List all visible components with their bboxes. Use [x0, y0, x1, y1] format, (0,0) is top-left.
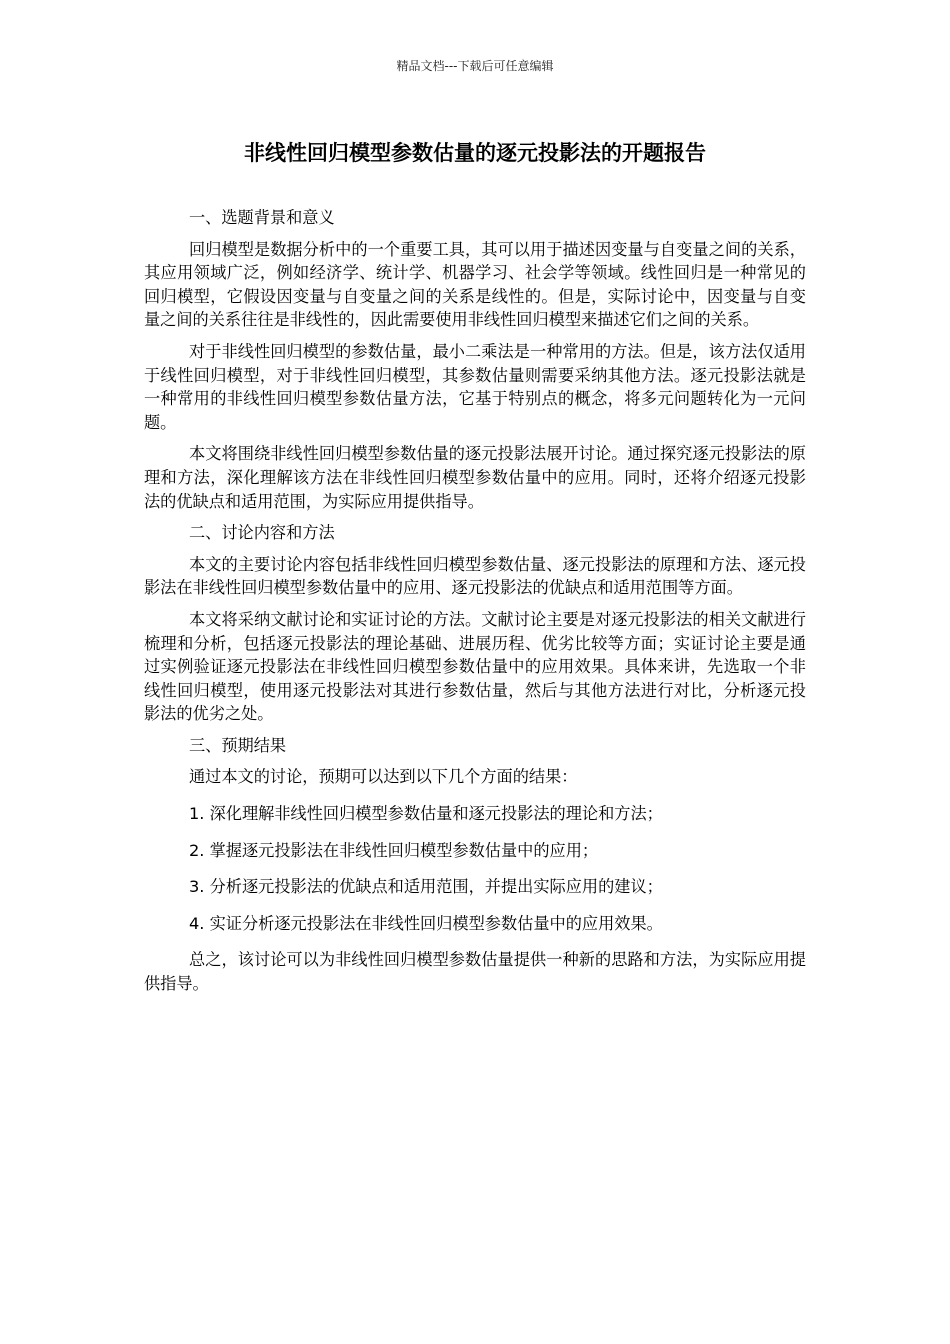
list-item: 2. 掌握逐元投影法在非线性回归模型参数估量中的应用；: [189, 840, 599, 860]
list-item: 4. 实证分析逐元投影法在非线性回归模型参数估量中的应用效果。: [189, 913, 663, 933]
paragraph: 对于非线性回归模型的参数估量，最小二乘法是一种常用的方法。但是，该方法仅适用于线性回归模型，对于非线性回归模型，其参数估量则需要采纳其他方法。逐元投影法就是一种常用的非线性回归模型参数估量方法，它基于特别点的概念，将多元问题转化为一元问题。: [144, 341, 806, 432]
list-item: 3. 分析逐元投影法的优缺点和适用范围，并提出实际应用的建议；: [189, 877, 663, 897]
conclusion-paragraph: 总之，该讨论可以为非线性回归模型参数估量提供一种新的思路和方法，为实际应用提供指导。: [144, 950, 806, 994]
list-item: 1. 深化理解非线性回归模型参数估量和逐元投影法的理论和方法；: [189, 804, 663, 824]
document-body: [144, 206, 806, 1004]
paragraph: 本文的主要讨论内容包括非线性回归模型参数估量、逐元投影法的原理和方法、逐元投影法在非线性回归模型参数估量中的应用、逐元投影法的优缺点和适用范围等方面。: [144, 554, 806, 598]
header-note: 精品文档---下载后可任意编辑: [396, 59, 554, 73]
paragraph: 本文将围绕非线性回归模型参数估量的逐元投影法展开讨论。通过探究逐元投影法的原理和方法，深化理解该方法在非线性回归模型参数估量中的应用。同时，还将介绍逐元投影法的优缺点和适用范围，为实际应用提供指导。: [144, 444, 806, 511]
section-heading-methods: 二、讨论内容和方法: [189, 523, 335, 543]
paragraph: 本文将采纳文献讨论和实证讨论的方法。文献讨论主要是对逐元投影法的相关文献进行梳理和分析，包括逐元投影法的理论基础、进展历程、优劣比较等方面；实证讨论主要是通过实例验证逐元投影法在非线性回归模型参数估量中的应用效果。具体来讲，先选取一个非线性回归模型，使用逐元投影法对其进行参数估量，然后与其他方法进行对比，分析逐元投影法的优劣之处。: [144, 609, 806, 724]
document-title: 非线性回归模型参数估量的逐元投影法的开题报告: [244, 141, 706, 165]
results-lead: 通过本文的讨论，预期可以达到以下几个方面的结果：: [189, 767, 578, 787]
paragraph: 回归模型是数据分析中的一个重要工具，其可以用于描述因变量与自变量之间的关系，其应用领域广泛，例如经济学、统计学、机器学习、社会学等领域。线性回归是一种常见的回归模型，它假设因变量与自变量之间的关系是线性的。但是，实际讨论中，因变量与自变量之间的关系往往是非线性的，因此需要使用非线性回归模型来描述它们之间的关系。: [144, 239, 806, 330]
section-heading-background: 一、选题背景和意义: [189, 208, 335, 227]
section-heading-results: 三、预期结果: [189, 735, 287, 755]
